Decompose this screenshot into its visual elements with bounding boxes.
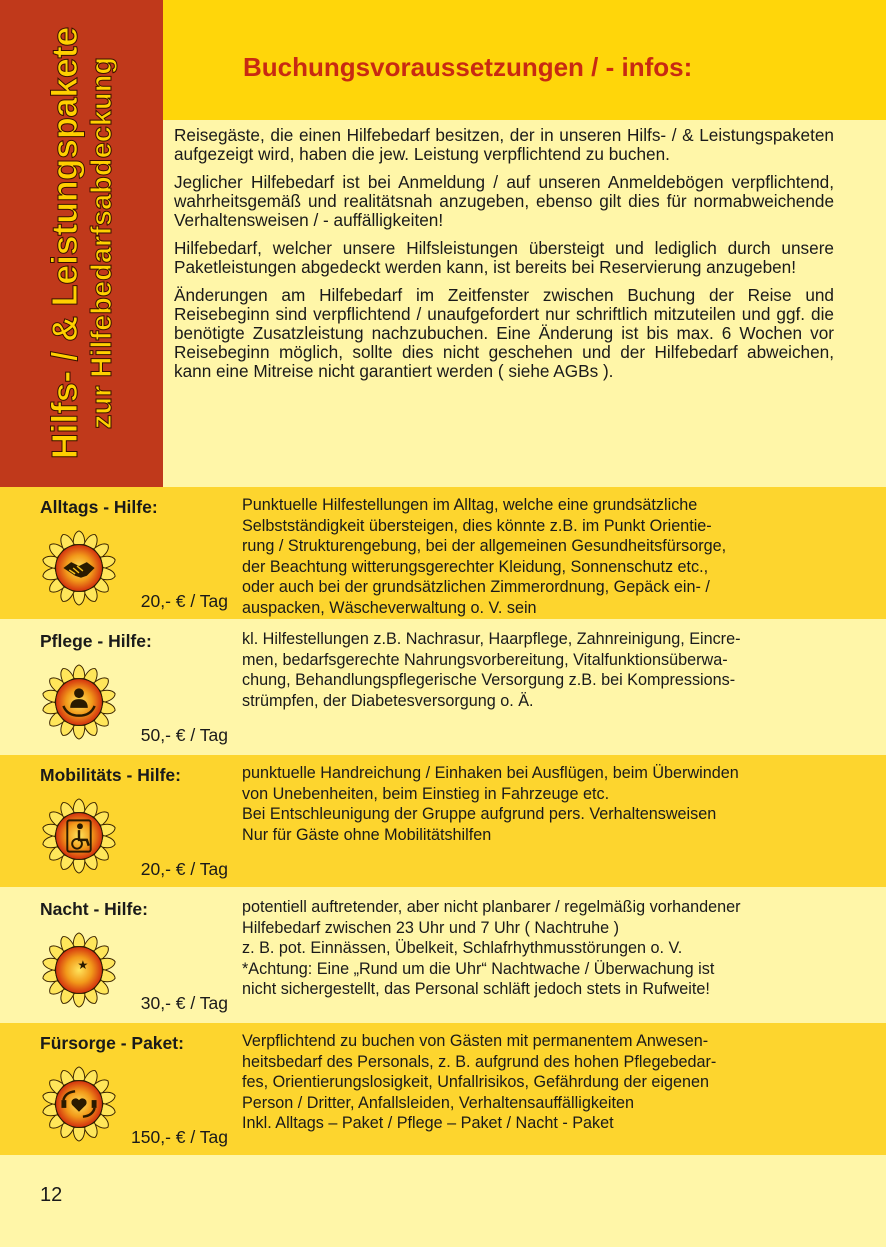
section-alltags-hilfe <box>0 487 886 619</box>
description-line: potentiell auftretender, aber nicht planbarer / regelmäßig vorhandener <box>242 898 741 916</box>
intro-paragraph: Reisegäste, die einen Hilfebedarf besitzen, der in unseren Hilfs- / & Leistungspaketen aufgezeigt wird, haben die jew. Leistung verpflichtend zu buchen. <box>174 125 834 164</box>
description-line: Person / Dritter, Anfallsleiden, Verhaltensauffälligkeiten <box>242 1093 635 1112</box>
heart-hands-icon <box>40 1065 118 1143</box>
sun-petal <box>73 933 85 947</box>
section-price: 30,- € / Tag <box>140 993 228 1013</box>
intro-text <box>174 126 834 390</box>
sun-petal <box>101 554 117 568</box>
sun-petal <box>101 956 117 970</box>
section-title: Mobilitäts - Hilfe: <box>40 765 181 785</box>
description-line: auspacken, Wäscheverwaltung o. V. sein <box>242 598 537 617</box>
description-line: Nur für Gäste ohne Mobilitätshilfen <box>242 825 492 844</box>
page-title: Buchungsvoraussetzungen / - infos: <box>243 52 693 82</box>
sun-petal <box>73 993 85 1007</box>
intro-paragraph: Jeglicher Hilfebedarf ist bei Anmeldung / auf unseren Anmeldebögen verpflichtend, wahrheitsgemäß und realitätsnah anzugeben, ebenso gilt dies für normabweichende Verhaltensweisen / - auffälligkeiten! <box>174 172 834 230</box>
intro-paragraph: Änderungen am Hilfebedarf im Zeitfenster zwischen Buchung der Reise und Reisebeginn sind verpflichtend / unaufgefordert nur schriftlich mitzuteilen und ggf. die benötigte Zusatzleistung nachzubuchen. Eine Änderung ist bis max. 6 Wochen vor Reisebeginn möglich, sollte dies nicht geschehen und der Hilfebedarf abweichen, kann eine Mitreise nicht garantiert werden ( siehe AGBs ). <box>174 285 834 381</box>
description-line: heitsbedarf des Personals, z. B. aufgrund des hohen Pflegebedar- <box>242 1052 717 1071</box>
section-description <box>242 629 832 711</box>
description-line: men, bedarfsgerechte Nahrungsvorbereitung, Vitalfunktionsüberwa- <box>242 650 728 669</box>
section-price: 20,- € / Tag <box>140 859 228 879</box>
sidebar-title-line2: zur Hilfebedarfsabdeckung <box>86 56 118 430</box>
description-line: nicht sichergestellt, das Personal schläft jedoch stets in Rufweite! <box>242 980 710 998</box>
description-line: chung, Behandlungspflegerische Versorgung z.B. bei Kompressions- <box>242 671 736 689</box>
sun-petal <box>101 822 117 836</box>
description-line: Selbstständigkeit übersteigen, dies könnte z.B. im Punkt Orientie- <box>242 516 712 535</box>
sun-petal <box>42 1104 58 1118</box>
sun-petal <box>101 688 117 702</box>
handshake-icon <box>40 529 118 607</box>
section-price: 50,- € / Tag <box>140 725 228 745</box>
wheelchair-icon <box>40 797 118 875</box>
sun-petal <box>101 1090 117 1104</box>
caring-hands-person-icon <box>40 663 118 741</box>
sun-petal <box>73 591 85 605</box>
section-description <box>242 897 832 1000</box>
sun-petal <box>73 665 85 679</box>
description-line: von Unebenheiten, beim Einstieg in Fahrzeuge etc. <box>242 784 610 803</box>
section-title: Alltags - Hilfe: <box>40 497 158 517</box>
section-description <box>242 763 832 845</box>
sun-petal <box>73 725 85 739</box>
sun-petal <box>73 1067 85 1081</box>
sun-petal <box>73 531 85 545</box>
sun-petal <box>42 702 58 716</box>
description-line: Bei Entschleunigung der Gruppe aufgrund pers. Verhaltensweisen <box>242 805 717 823</box>
description-line: der Beachtung witterungsgerechter Kleidung, Sonnenschutz etc., <box>242 557 709 576</box>
moon-star-icon <box>40 931 118 1009</box>
section-price: 150,- € / Tag <box>131 1127 228 1147</box>
section-price: 20,- € / Tag <box>140 591 228 611</box>
description-line: Punktuelle Hilfestellungen im Alltag, welche eine grundsätzliche <box>242 496 698 514</box>
description-line: Verpflichtend zu buchen von Gästen mit permanentem Anwesen- <box>242 1032 709 1050</box>
sidebar-title <box>45 23 119 463</box>
description-line: *Achtung: Eine „Rund um die Uhr“ Nachtwache / Überwachung ist <box>242 959 715 978</box>
description-line: strümpfen, der Diabetesversorgung o. Ä. <box>242 691 534 710</box>
sun-petal <box>73 1127 85 1141</box>
description-line: kl. Hilfestellungen z.B. Nachrasur, Haarpflege, Zahnreinigung, Eincre- <box>242 630 741 648</box>
section-title: Fürsorge - Paket: <box>40 1033 184 1053</box>
header-band <box>163 0 886 120</box>
page-number: 12 <box>40 1184 63 1206</box>
section-fuersorge-paket <box>0 1023 886 1155</box>
description-line: z. B. pot. Einnässen, Übelkeit, Schlafrhythmusstörungen o. V. <box>242 939 683 957</box>
section-description <box>242 495 832 618</box>
description-line: Inkl. Alltags – Paket / Pflege – Paket / Nacht - Paket <box>242 1114 614 1132</box>
sun-petal <box>73 799 85 813</box>
description-line: punktuelle Handreichung / Einhaken bei Ausflügen, beim Überwinden <box>242 764 739 782</box>
sun-petal <box>73 859 85 873</box>
section-mobilitaets-hilfe <box>0 755 886 887</box>
description-line: fes, Orientierungslosigkeit, Unfallrisikos, Gefährdung der eigenen <box>242 1073 709 1091</box>
sun-petal <box>42 970 58 984</box>
section-description <box>242 1031 832 1134</box>
section-pflege-hilfe <box>0 621 886 753</box>
sun-petal <box>42 836 58 850</box>
section-title: Pflege - Hilfe: <box>40 631 152 651</box>
description-line: rung / Strukturengebung, bei der allgemeinen Gesundheitsfürsorge, <box>242 537 727 555</box>
section-title: Nacht - Hilfe: <box>40 899 148 919</box>
sidebar-band <box>0 0 163 487</box>
description-line: Hilfebedarf zwischen 23 Uhr und 7 Uhr ( Nachtruhe ) <box>242 918 619 937</box>
section-nacht-hilfe <box>0 889 886 1021</box>
description-line: oder auch bei der grundsätzlichen Zimmerordnung, Gepäck ein- / <box>242 578 710 596</box>
sun-petal <box>42 568 58 582</box>
intro-paragraph: Hilfebedarf, welcher unsere Hilfsleistungen übersteigt und lediglich durch unsere Paketleistungen abgedeckt werden kann, ist bereits bei Reservierung anzugeben! <box>174 238 834 277</box>
sidebar-title-line1: Hilfs- / & Leistungspakete <box>44 26 85 460</box>
